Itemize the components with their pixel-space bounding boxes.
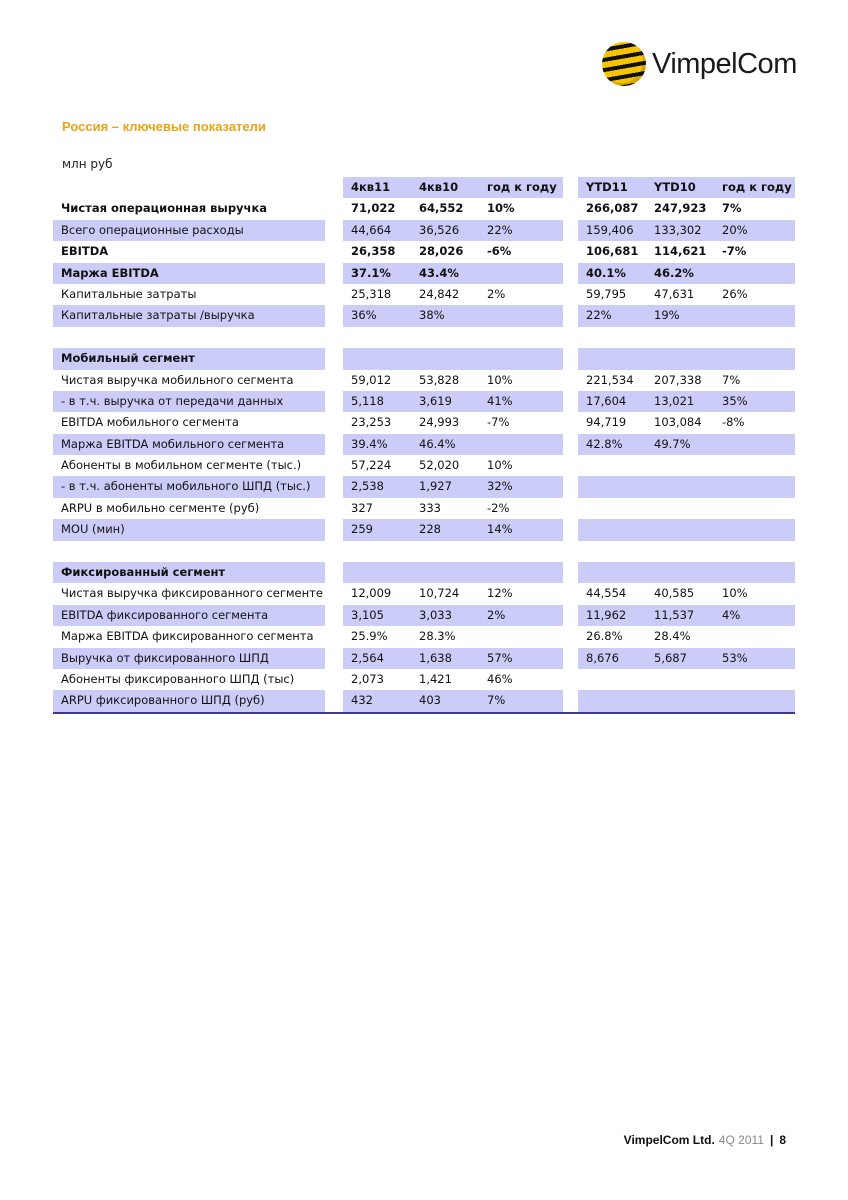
table-row <box>53 412 795 433</box>
cell-q4-10: 36,526 <box>419 222 460 237</box>
cell-q4-11 <box>343 562 411 583</box>
cell-metric: - в т.ч. выручка от передачи данных <box>61 393 284 408</box>
cell-yoy-ytd: 53% <box>722 650 748 665</box>
cell-q4-11 <box>343 327 411 348</box>
column-header-ytd11: YTD11 <box>586 180 628 194</box>
table-bottom-rule <box>53 712 795 714</box>
column-header-q4-11: 4кв11 <box>351 180 391 194</box>
cell-metric: - в т.ч. абоненты мобильного ШПД (тыс.) <box>61 479 311 494</box>
cell-metric: ARPU фиксированного ШПД (руб) <box>61 693 265 708</box>
table-row <box>53 690 795 711</box>
cell-metric: Чистая выручка мобильного сегмента <box>61 372 294 387</box>
cell-q4-11: 25,318 <box>351 286 392 301</box>
cell-ytd10: 103,084 <box>654 415 702 430</box>
cell-ytd10 <box>646 541 714 562</box>
cell-q4-11: 3,105 <box>351 607 384 622</box>
cell-ytd11: 59,795 <box>586 286 627 301</box>
cell-q4-10: 46.4% <box>419 436 456 451</box>
table-row <box>53 198 795 219</box>
cell-yoy-ytd <box>714 690 795 711</box>
cell-ytd11 <box>578 690 646 711</box>
footer-separator: | <box>769 1133 774 1147</box>
cell-yoy-q: 12% <box>487 586 513 601</box>
table-row <box>53 284 795 305</box>
column-header-ytd10: YTD10 <box>654 180 696 194</box>
cell-ytd10: 133,302 <box>654 222 702 237</box>
cell-ytd10 <box>646 327 714 348</box>
cell-ytd10: 247,923 <box>654 201 707 216</box>
cell-yoy-q: 10% <box>487 201 515 216</box>
cell-q4-11 <box>343 348 411 369</box>
cell-ytd10 <box>646 498 714 519</box>
cell-q4-10: 10,724 <box>419 586 460 601</box>
table-row <box>53 391 795 412</box>
cell-q4-11: 2,538 <box>351 479 384 494</box>
cell-yoy-ytd <box>714 626 795 647</box>
table-row <box>53 562 795 583</box>
cell-ytd11: 22% <box>586 308 612 323</box>
cell-ytd11 <box>578 669 646 690</box>
company-logo <box>602 40 797 88</box>
footer-company: VimpelCom Ltd. <box>623 1133 715 1147</box>
cell-q4-11: 25.9% <box>351 629 388 644</box>
cell-metric: Абоненты в мобильном сегменте (тыс.) <box>61 458 302 473</box>
logo-text: VimpelCom <box>652 47 797 80</box>
cell-yoy-q: 41% <box>487 393 513 408</box>
cell-q4-11: 327 <box>351 500 373 515</box>
cell-metric: Маржа EBITDA мобильного сегмента <box>61 436 285 451</box>
cell-yoy-q: 14% <box>487 522 513 537</box>
cell-q4-11: 57,224 <box>351 458 392 473</box>
cell-q4-10: 1,421 <box>419 671 452 686</box>
cell-metric: Капитальные затраты <box>61 286 197 301</box>
cell-yoy-q <box>479 541 563 562</box>
cell-yoy-ytd: 26% <box>722 286 748 301</box>
cell-ytd10: 19% <box>654 308 680 323</box>
cell-metric: Всего операционные расходы <box>61 222 244 237</box>
table-row <box>53 669 795 690</box>
cell-q4-10: 64,552 <box>419 201 464 216</box>
cell-yoy-q: 57% <box>487 650 513 665</box>
cell-q4-11 <box>343 541 411 562</box>
cell-q4-11: 36% <box>351 308 377 323</box>
table-row <box>53 348 795 369</box>
cell-metric <box>53 327 325 348</box>
cell-yoy-q <box>479 348 563 369</box>
cell-ytd10: 13,021 <box>654 393 695 408</box>
cell-metric: EBITDA <box>61 244 109 259</box>
cell-yoy-ytd <box>714 455 795 476</box>
table-row <box>53 541 795 562</box>
cell-yoy-q <box>479 626 563 647</box>
cell-yoy-q: 32% <box>487 479 513 494</box>
cell-q4-11: 59,012 <box>351 372 392 387</box>
cell-q4-10: 1,927 <box>419 479 452 494</box>
table-row <box>53 519 795 540</box>
cell-yoy-q: 10% <box>487 372 513 387</box>
cell-yoy-q: 2% <box>487 607 506 622</box>
table-row <box>53 434 795 455</box>
cell-yoy-ytd <box>714 434 795 455</box>
cell-q4-10: 43.4% <box>419 265 459 280</box>
cell-yoy-ytd <box>714 498 795 519</box>
cell-yoy-ytd: 20% <box>722 222 748 237</box>
cell-ytd10 <box>646 562 714 583</box>
cell-yoy-q <box>479 562 563 583</box>
cell-ytd10 <box>646 690 714 711</box>
kpi-table <box>53 177 795 712</box>
cell-ytd11: 94,719 <box>586 415 627 430</box>
cell-metric: Выручка от фиксированного ШПД <box>61 650 269 665</box>
cell-yoy-ytd: 35% <box>722 393 748 408</box>
cell-q4-10: 1,638 <box>419 650 452 665</box>
cell-metric <box>53 541 325 562</box>
cell-q4-11: 259 <box>351 522 373 537</box>
cell-ytd11 <box>578 455 646 476</box>
cell-ytd11: 221,534 <box>586 372 634 387</box>
page-footer <box>624 1133 786 1147</box>
cell-metric: Чистая операционная выручка <box>61 201 268 216</box>
cell-yoy-ytd <box>714 263 795 284</box>
table-row <box>53 370 795 391</box>
table-row <box>53 626 795 647</box>
cell-ytd10 <box>646 519 714 540</box>
column-header-q4-10: 4кв10 <box>419 180 459 194</box>
cell-ytd10: 5,687 <box>654 650 687 665</box>
table-row <box>53 220 795 241</box>
cell-q4-10: 28,026 <box>419 244 464 259</box>
cell-q4-10 <box>411 327 479 348</box>
table-row <box>53 327 795 348</box>
cell-q4-10: 53,828 <box>419 372 460 387</box>
table-row <box>53 583 795 604</box>
cell-ytd10 <box>646 476 714 497</box>
cell-q4-10: 38% <box>419 308 445 323</box>
table-row <box>53 498 795 519</box>
cell-q4-10 <box>411 348 479 369</box>
cell-q4-11: 2,073 <box>351 671 384 686</box>
cell-yoy-ytd <box>714 476 795 497</box>
cell-yoy-q <box>479 305 563 326</box>
cell-q4-10: 228 <box>419 522 441 537</box>
cell-ytd11 <box>578 498 646 519</box>
cell-ytd11 <box>578 327 646 348</box>
cell-q4-11: 37.1% <box>351 265 391 280</box>
cell-yoy-q: 10% <box>487 458 513 473</box>
cell-metric: Абоненты фиксированного ШПД (тыс) <box>61 671 295 686</box>
cell-ytd10: 49.7% <box>654 436 691 451</box>
cell-q4-11: 44,664 <box>351 222 392 237</box>
cell-yoy-ytd: 7% <box>722 372 741 387</box>
cell-ytd10: 40,585 <box>654 586 695 601</box>
cell-yoy-q: 22% <box>487 222 513 237</box>
header-row <box>53 177 795 198</box>
cell-yoy-q <box>479 327 563 348</box>
cell-metric: MOU (мин) <box>61 522 125 537</box>
cell-yoy-ytd: 7% <box>722 201 742 216</box>
cell-q4-11: 39.4% <box>351 436 388 451</box>
cell-ytd10 <box>646 455 714 476</box>
cell-metric: Маржа EBITDA <box>61 265 159 280</box>
cell-yoy-q <box>479 434 563 455</box>
cell-q4-11: 23,253 <box>351 415 392 430</box>
table-row <box>53 263 795 284</box>
cell-ytd11: 159,406 <box>586 222 634 237</box>
cell-q4-11: 2,564 <box>351 650 384 665</box>
table-row <box>53 241 795 262</box>
page-title: Россия – ключевые показатели <box>62 119 266 134</box>
cell-metric: Мобильный сегмент <box>61 351 195 366</box>
cell-ytd11: 17,604 <box>586 393 627 408</box>
cell-q4-10 <box>411 541 479 562</box>
column-header-metric <box>53 177 325 198</box>
cell-q4-10: 3,033 <box>419 607 452 622</box>
cell-ytd10: 47,631 <box>654 286 695 301</box>
cell-ytd11: 11,962 <box>586 607 627 622</box>
cell-yoy-q: 7% <box>487 693 506 708</box>
cell-yoy-q <box>479 263 563 284</box>
cell-ytd11 <box>578 562 646 583</box>
cell-q4-10 <box>411 562 479 583</box>
cell-q4-11: 12,009 <box>351 586 392 601</box>
table-row <box>53 648 795 669</box>
cell-q4-10: 52,020 <box>419 458 460 473</box>
cell-ytd11 <box>578 476 646 497</box>
cell-ytd10: 11,537 <box>654 607 695 622</box>
cell-yoy-q: 46% <box>487 671 513 686</box>
cell-ytd11: 42.8% <box>586 436 623 451</box>
cell-yoy-q: -7% <box>487 415 510 430</box>
cell-yoy-q: 2% <box>487 286 506 301</box>
cell-ytd11 <box>578 519 646 540</box>
cell-ytd10: 46.2% <box>654 265 694 280</box>
cell-q4-10: 24,993 <box>419 415 460 430</box>
table-row <box>53 476 795 497</box>
cell-ytd11: 40.1% <box>586 265 626 280</box>
cell-yoy-q: -6% <box>487 244 512 259</box>
beeline-stripes-icon <box>602 42 646 86</box>
cell-yoy-ytd <box>714 519 795 540</box>
cell-q4-10: 3,619 <box>419 393 452 408</box>
page-number: 8 <box>779 1133 786 1147</box>
cell-ytd11 <box>578 541 646 562</box>
cell-metric: Маржа EBITDA фиксированного сегмента <box>61 629 314 644</box>
cell-yoy-ytd: -7% <box>722 244 747 259</box>
cell-q4-11: 432 <box>351 693 373 708</box>
cell-yoy-ytd <box>714 327 795 348</box>
cell-ytd11: 106,681 <box>586 244 639 259</box>
cell-ytd10: 28.4% <box>654 629 691 644</box>
cell-ytd11: 26.8% <box>586 629 623 644</box>
cell-metric: ARPU в мобильно сегменте (руб) <box>61 500 260 515</box>
cell-ytd11 <box>578 348 646 369</box>
cell-q4-11: 71,022 <box>351 201 396 216</box>
cell-metric: Фиксированный сегмент <box>61 565 226 580</box>
cell-ytd10 <box>646 669 714 690</box>
cell-metric: Капитальные затраты /выручка <box>61 308 255 323</box>
cell-q4-10: 24,842 <box>419 286 460 301</box>
column-header-yoy-ytd: год к году <box>722 180 792 194</box>
cell-yoy-ytd: 4% <box>722 607 741 622</box>
cell-yoy-ytd <box>714 305 795 326</box>
cell-ytd11: 266,087 <box>586 201 639 216</box>
table-row <box>53 455 795 476</box>
cell-ytd10: 207,338 <box>654 372 702 387</box>
cell-metric: EBITDA фиксированного сегмента <box>61 607 269 622</box>
cell-metric: EBITDA мобильного сегмента <box>61 415 239 430</box>
cell-yoy-ytd: -8% <box>722 415 745 430</box>
cell-yoy-ytd <box>714 669 795 690</box>
cell-yoy-ytd <box>714 348 795 369</box>
cell-yoy-ytd <box>714 562 795 583</box>
cell-ytd11: 44,554 <box>586 586 627 601</box>
cell-ytd11: 8,676 <box>586 650 619 665</box>
column-header-yoy-q: год к году <box>487 180 557 194</box>
unit-label: млн руб <box>62 157 113 171</box>
cell-q4-10: 403 <box>419 693 441 708</box>
table-row <box>53 605 795 626</box>
cell-metric: Чистая выручка фиксированного сегменте <box>61 586 323 601</box>
cell-yoy-ytd: 10% <box>722 586 748 601</box>
cell-ytd10: 114,621 <box>654 244 707 259</box>
footer-period: 4Q 2011 <box>718 1133 764 1147</box>
cell-yoy-ytd <box>714 541 795 562</box>
table-row <box>53 305 795 326</box>
cell-yoy-q: -2% <box>487 500 510 515</box>
cell-ytd10 <box>646 348 714 369</box>
cell-q4-11: 26,358 <box>351 244 396 259</box>
cell-q4-10: 333 <box>419 500 441 515</box>
cell-q4-10: 28.3% <box>419 629 456 644</box>
cell-q4-11: 5,118 <box>351 393 384 408</box>
